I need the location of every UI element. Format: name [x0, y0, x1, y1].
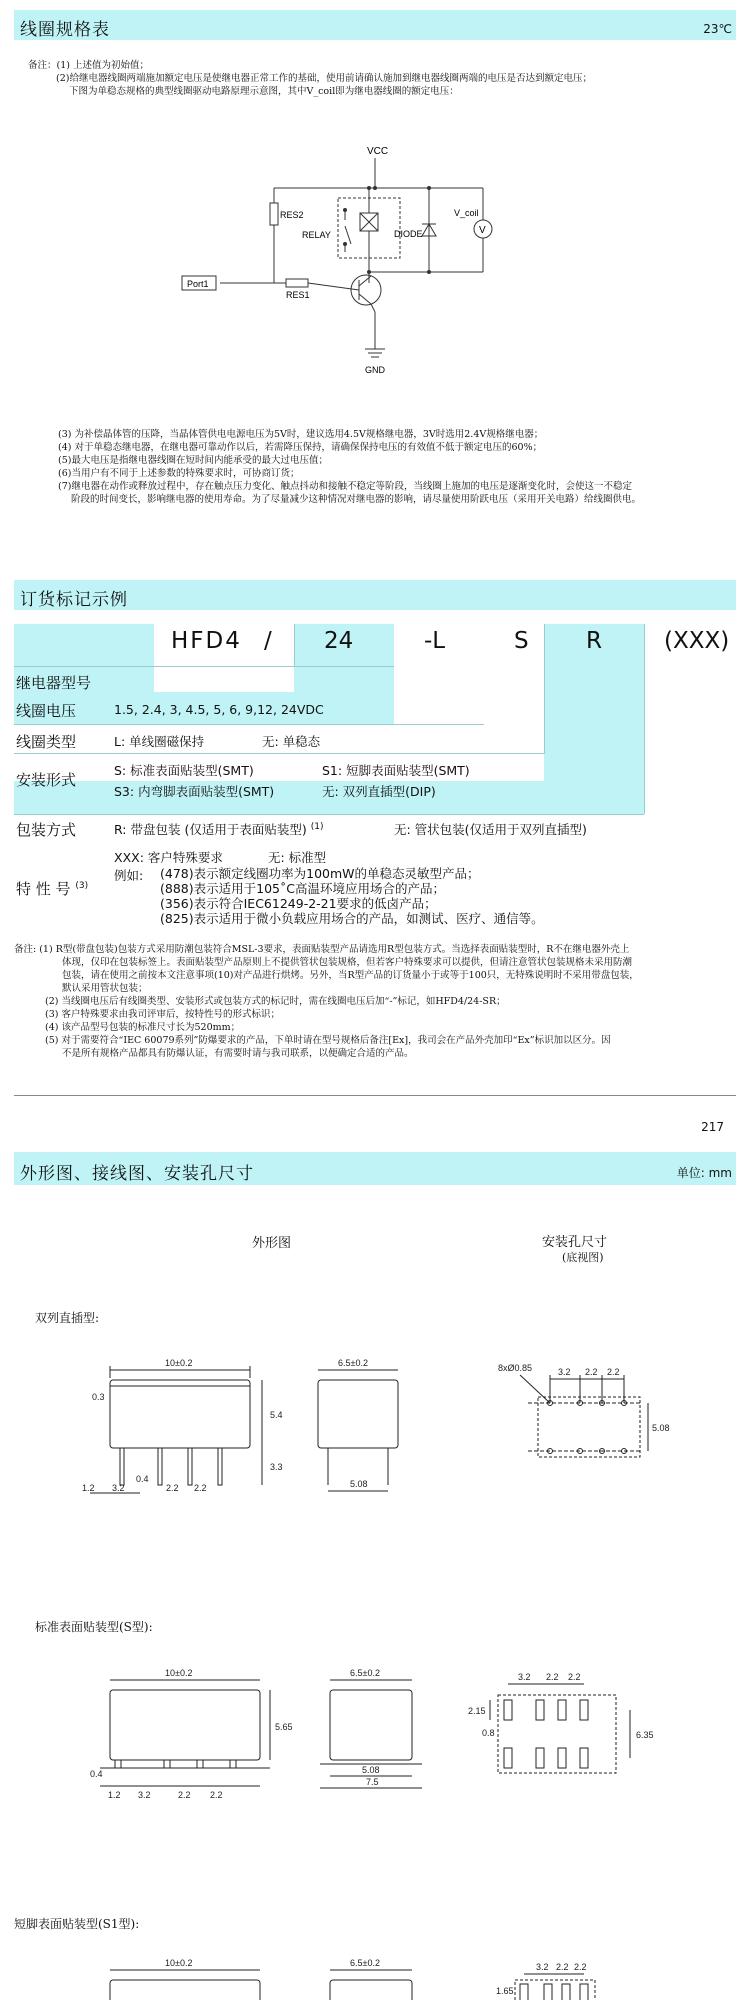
row-pack-none: 无: 管状包装(仅适用于双列直插型): [394, 822, 587, 837]
row-special-xxx: XXX: 客户特殊要求: [114, 850, 223, 865]
gnd-label: GND: [365, 365, 385, 375]
note-line: (4) 该产品型号包装的标准尺寸长为520mm；: [45, 1022, 241, 1033]
dip-height-dim: 5.4: [270, 1410, 283, 1420]
smt-lead-thickness-dim: 0.4: [90, 1769, 103, 1779]
code-coil-voltage: 24: [324, 628, 354, 654]
s1-pad-pitch-c: 2.2: [574, 1962, 587, 1972]
dip-type-label: 双列直插型:: [35, 1311, 100, 1325]
s1-pad-pitch-a: 3.2: [536, 1962, 549, 1972]
s1-type-label: 短脚表面贴装型(S1型):: [14, 1917, 140, 1931]
note-line: (6)当用户有不同于上述参数的特殊要求时，可协商订货；: [58, 468, 300, 479]
coil-spec-title: 线圈规格表: [20, 20, 110, 40]
example-line: (825)表示适用于微小负载应用场合的产品，如测试、医疗、通信等。: [160, 911, 544, 926]
res1-label: RES1: [286, 290, 310, 300]
note-line: 包装，请在使用之前按本文注意事项(10)对产品进行烘烤。另外，当R型产品的订货量小于或等于100只，无特殊说明时不采用带盘包装，: [62, 970, 639, 981]
row-mount-label: 安装形式: [16, 771, 77, 789]
row-coil-voltage-value: 1.5, 2.4, 3, 4.5, 5, 6, 9,12, 24VDC: [114, 702, 324, 717]
dip-pin-width-dim: 0.4: [136, 1474, 149, 1484]
row-coil-type-label: 线圈类型: [16, 733, 77, 751]
smt-depth-dim: 6.5±0.2: [350, 1668, 380, 1678]
note-line: 体现，仅印在包装标签上。表面贴装型产品原则上不提供管状包装规格，但若客户特殊要求可以提供，但请注意管状包装规格未采用防潮: [62, 957, 633, 968]
code-model: HFD4: [171, 628, 242, 654]
dip-hole-span: 5.08: [652, 1423, 670, 1433]
code-coil-type: -L: [424, 628, 446, 654]
diode-label: DIODE: [394, 229, 423, 239]
example-line: (888)表示适用于105˚C高温环境应用场合的产品；: [160, 881, 445, 896]
dip-hole-pitch-a: 3.2: [558, 1367, 571, 1377]
coil-notes-bottom: [58, 428, 641, 506]
note-line: (2)给继电器线圈两端施加额定电压是使继电器正常工作的基础，使用前请确认施加到继电器线圈两端的电压是否达到额定电压；: [56, 73, 592, 84]
s1-outline-drawing: [80, 1950, 660, 2000]
smt-span-outer-dim: 7.5: [366, 1777, 379, 1787]
dims-header: [14, 1152, 736, 1185]
note-line: (3) 为补偿晶体管的压降，当晶体管供电电源电压为5V时，建议选用4.5V规格继电器，3V时选用2.4V规格继电器；: [58, 429, 544, 440]
coil-spec-header: [14, 10, 736, 40]
dip-offset-dim: 1.2: [82, 1483, 95, 1493]
note-line: 不是所有规格产品都具有防爆认证，有需要时请与我司联系，以便确定合适的产品。: [62, 1048, 414, 1059]
outline-heading: 外形图: [252, 1236, 292, 1251]
smt-pad-span: 6.35: [636, 1730, 654, 1740]
smt-height-dim: 5.65: [275, 1722, 293, 1732]
note-line: 下图为单稳态规格的典型线圈驱动电路原理示意图，其中V_coil即为继电器线圈的额定电压：: [69, 86, 459, 97]
smt-outline-drawing: [80, 1660, 660, 1810]
row-mount-none: 无: 双列直插型(DIP): [322, 784, 436, 799]
row-pack-label: 包装方式: [16, 821, 77, 839]
row-pack-r: R: 带盘包装 (仅适用于表面贴装型) $^{(1)}$: [114, 821, 324, 837]
dip-hole-pitch-c: 2.2: [607, 1367, 620, 1377]
row-special-examples: [160, 866, 544, 926]
dip-depth-dim: 6.5±0.2: [338, 1358, 368, 1368]
coil-drive-circuit-diagram: [187, 140, 520, 390]
dip-pin-length-dim: 3.3: [270, 1462, 283, 1472]
note-line: 备注：(1) 上述值为初始值；: [28, 60, 149, 71]
note-line: (7)继电器在动作或释放过程中，存在触点压力变化、触点抖动和接触不稳定等阶段，当线圈上施加的电压是逐渐变化时，会使这一不稳定: [58, 481, 632, 492]
dip-row-span-dim: 5.08: [350, 1479, 368, 1489]
dip-pitch-b-dim: 2.2: [194, 1483, 207, 1493]
dip-holes-dim: 8xØ0.85: [498, 1363, 533, 1373]
smt-pad-pitch-a: 3.2: [518, 1672, 531, 1682]
row-mount-s1: S1: 短脚表面贴装型(SMT): [322, 763, 470, 778]
order-header: [14, 580, 736, 610]
row-coil-voltage-label: 线圈电压: [16, 702, 77, 720]
s1-pad-height: 1.65: [496, 1986, 514, 1996]
code-pack: R: [586, 628, 602, 654]
code-special: (XXX): [664, 628, 730, 654]
vcc-label: VCC: [367, 146, 389, 157]
smt-offset-dim: 1.2: [108, 1790, 121, 1800]
s1-pad-pitch-b: 2.2: [556, 1962, 569, 1972]
res2-label: RES2: [280, 210, 304, 220]
example-line: (478)表示额定线圈功率为100mW的单稳态灵敏型产品；: [160, 866, 480, 881]
dip-hole-pitch-b: 2.2: [585, 1367, 598, 1377]
row-special-example-prefix: 例如:: [114, 868, 144, 883]
note-line: (3) 客户特殊要求由我司评审后，按特性号的形式标识；: [45, 1009, 280, 1020]
smt-pitch-b-dim: 2.2: [210, 1790, 223, 1800]
note-line: (5)最大电压是指继电器线圈在短时间内能承受的最大过电压值；: [58, 455, 328, 466]
code-slash: /: [264, 628, 272, 654]
smt-gap-dim: 3.2: [138, 1790, 151, 1800]
note-line: (5) 对于需要符合“IEC 60079系列”防爆要求的产品，下单时请在型号规格后备注[Ex]，我司会在产品外壳加印“Ex”标识加以区分。因: [45, 1035, 611, 1046]
mount-subheading: (底视图): [562, 1251, 604, 1264]
dip-gap-dim: 3.2: [112, 1483, 125, 1493]
temperature-label: 23℃: [703, 22, 732, 36]
mount-heading: 安装孔尺寸: [542, 1235, 608, 1250]
smt-pad-height: 2.15: [468, 1706, 486, 1716]
note-line: (4) 对于单稳态继电器，在继电器可靠动作以后，若需降压保持，请确保保持电压的有效值不低于额定电压的60%；: [58, 442, 543, 453]
smt-type-label: 标准表面贴装型(S型):: [35, 1620, 153, 1634]
row-mount-s: S: 标准表面贴装型(SMT): [114, 763, 254, 778]
row-mount-s3: S3: 内弯脚表面贴装型(SMT): [114, 784, 275, 799]
port1-label: Port1: [187, 279, 209, 289]
vcoil-label: V_coil: [454, 208, 479, 218]
smt-width-dim: 10±0.2: [165, 1668, 193, 1678]
dip-pitch-a-dim: 2.2: [166, 1483, 179, 1493]
order-title: 订货标记示例: [20, 590, 128, 610]
row-model-label: 继电器型号: [16, 674, 92, 692]
dip-outline-drawing: [80, 1345, 670, 1495]
note-line: (2) 当线圈电压后有线圈类型、安装形式或包装方式的标记时，需在线圈电压后加“-”标记，如HFD4/24-SR；: [45, 996, 506, 1007]
example-line: (356)表示符合IEC61249-2-21要求的低卤产品；: [160, 896, 437, 911]
note-line: 默认采用管状包装；: [62, 983, 148, 994]
order-notes: [14, 943, 639, 1060]
dip-width-dim: 10±0.2: [165, 1358, 193, 1368]
note-line: 备注: (1) R型(带盘包装)包装方式采用防潮包装符合MSL-3要求，表面贴装型产品请选用R型包装方式。当选择表面贴装型时，R不在继电器外壳上: [14, 944, 630, 955]
smt-pad-width: 0.8: [482, 1728, 495, 1738]
row-coil-type-none: 无: 单稳态: [262, 734, 321, 749]
dip-top-dim: 0.3: [92, 1392, 105, 1402]
row-special-none: 无: 标准型: [268, 850, 327, 865]
s1-width-dim: 10±0.2: [165, 1958, 193, 1968]
smt-pad-pitch-b: 2.2: [546, 1672, 559, 1682]
dims-title: 外形图、接线图、安装孔尺寸: [20, 1164, 254, 1184]
smt-span-inner-dim: 5.08: [362, 1765, 380, 1775]
row-special-label: 特 性 号 $^{(3)}$: [16, 880, 89, 898]
unit-label: 单位: mm: [676, 1166, 732, 1180]
smt-pad-pitch-c: 2.2: [568, 1672, 581, 1682]
code-mount: S: [514, 628, 529, 654]
order-diagram: [14, 624, 736, 946]
relay-label: RELAY: [302, 230, 331, 240]
smt-pitch-a-dim: 2.2: [178, 1790, 191, 1800]
coil-notes-top: [28, 59, 592, 98]
page-number: 217: [701, 1120, 724, 1134]
note-line: 阶段的时间变长，影响继电器的使用寿命。为了尽量减少这种情况对继电器的影响，请尽量使用阶跃电压（采用开关电路）给线圈供电。: [71, 494, 642, 505]
s1-depth-dim: 6.5±0.2: [350, 1958, 380, 1968]
page-divider: [14, 1095, 736, 1096]
voltmeter-symbol: V: [479, 225, 486, 236]
row-coil-type-l: L: 单线圈磁保持: [114, 734, 205, 749]
